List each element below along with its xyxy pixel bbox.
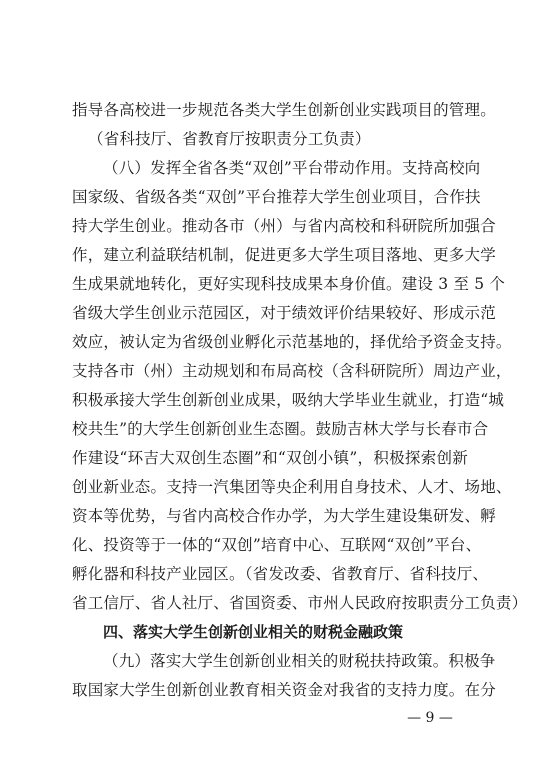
text-line-16: 化、投资等于一体的“双创”培育中心、互联网“双创”平台、 (72, 536, 482, 554)
text-line-9: 效应，被认定为省级创业孵化示范基地的，择优给予资金支持。 (72, 333, 512, 351)
text-line-12: 校共生”的大学生创新创业生态圈。鼓励吉林大学与长春市合 (72, 420, 489, 438)
text-line-10: 支持各市（州）主动规划和布局高校（含科研院所）周边产业， (72, 362, 512, 380)
text-line-1: 指导各高校进一步规范各类大学生创新创业实践项目的管理。 (72, 101, 496, 119)
text-line-20: 取国家大学生创新创业教育相关资金对我省的支持力度。在分 (72, 681, 496, 699)
text-line-11: 积极承接大学生创新创业成果，吸纳大学毕业生就业，打造“城 (72, 391, 505, 409)
text-line-13: 作建设“环吉大双创生态圈”和“双创小镇”，积极探索创新 (72, 449, 468, 467)
text-line-19: （九）落实大学生创新创业相关的财税扶持政策。积极争 (103, 652, 496, 670)
text-line-3: （八）发挥全省各类“双创”平台带动作用。支持高校向 (103, 159, 481, 177)
text-line-7: 生成果就地转化，更好实现科技成果本身价值。建设 3 至 5 个 (72, 275, 506, 293)
text-line-4: 国家级、省级各类“双创”平台推荐大学生创业项目，合作扶 (72, 188, 481, 206)
text-line-15: 资本等优势，与省内高校合作办学，为大学生建设集研发、孵 (72, 507, 496, 525)
text-line-8: 省级大学生创业示范园区，对于绩效评价结果较好、形成示范 (72, 304, 496, 322)
text-line-17: 孵化器和科技产业园区。（省发改委、省教育厅、省科技厅、 (72, 565, 489, 583)
text-line-5: 持大学生创业。推动各市（州）与省内高校和科研院所加强合 (72, 217, 496, 235)
section-heading: 四、落实大学生创新创业相关的财税金融政策 (103, 623, 404, 641)
text-line-18: 省工信厅、省人社厅、省国资委、市州人民政府按职责分工负责） (72, 594, 528, 612)
page-number: — 9 — (407, 710, 453, 726)
text-line-6: 作，建立利益联结机制，促进更多大学生项目落地、更多大学 (72, 246, 496, 264)
text-line-14: 创业新业态。支持一汽集团等央企利用自身技术、人才、场地、 (72, 478, 512, 496)
text-line-2: （省科技厅、省教育厅按职责分工负责） (88, 130, 371, 148)
